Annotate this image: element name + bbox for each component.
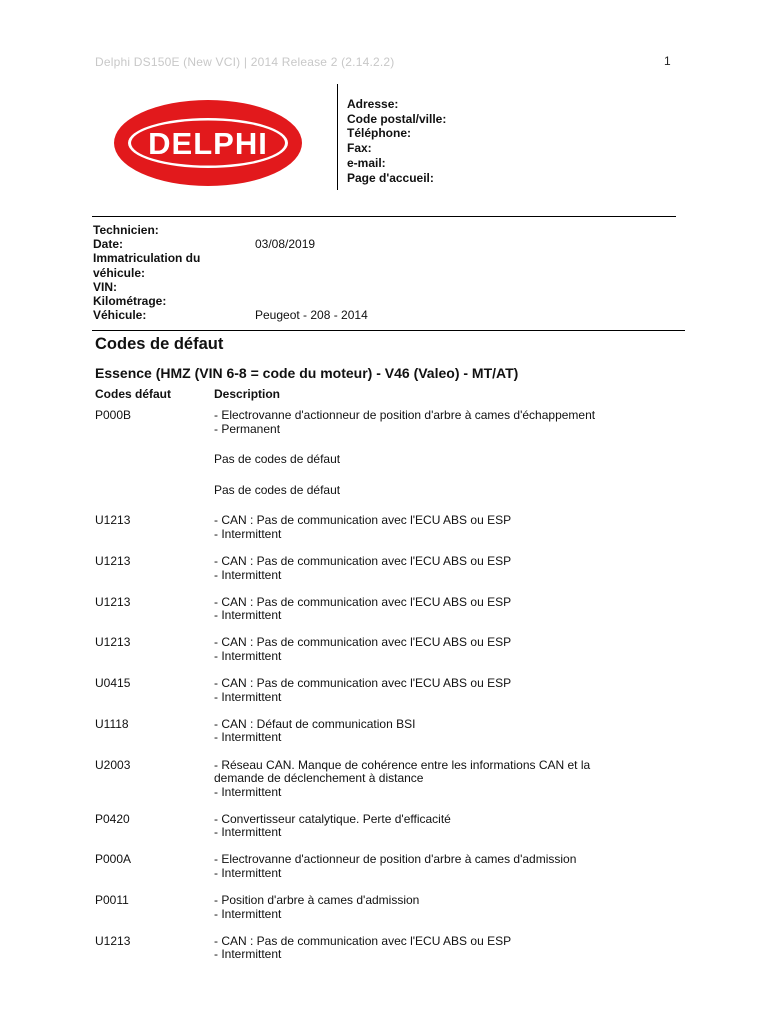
fault-description-line: - CAN : Défaut de communication BSI [214,716,416,731]
registration-label-cont: véhicule: [93,265,146,280]
column-header-code: Codes défaut [95,387,172,401]
fault-code-row [95,813,695,840]
page-number: 1 [664,54,671,68]
logo-text: DELPHI [148,126,268,161]
fault-code: U1213 [95,594,131,609]
fault-code: U1213 [95,513,131,528]
fault-description [214,935,644,962]
fault-description-line: - Intermittent [214,649,282,664]
address-label: Adresse: [347,97,399,111]
address-block [347,97,446,185]
fault-description-line: - Intermittent [214,784,282,799]
date-label: Date: [93,237,124,252]
postal-code-label: Code postal/ville: [347,111,447,126]
fault-code-row [95,894,695,921]
fault-code: U1118 [95,716,129,731]
fault-description-line: - CAN : Pas de communication avec l'ECU ABS ou ESP [214,933,512,948]
fault-description [214,677,644,704]
divider-top [92,216,676,217]
fault-code: U1213 [95,635,131,650]
fault-description-line: - Intermittent [214,689,282,704]
fault-code-row [95,453,695,467]
fault-code: P0011 [95,893,129,908]
fault-description-line: - CAN : Pas de communication avec l'ECU ABS ou ESP [214,513,512,528]
fault-description-line: - Electrovanne d'actionneur de position d'arbre à cames d'admission [214,852,577,867]
fault-description [214,894,644,921]
fault-description-line: - Intermittent [214,866,282,881]
document-header: Delphi DS150E (New VCI) | 2014 Release 2 (2.14.2.2) [95,55,395,69]
fault-code-row [95,935,695,962]
column-header-description: Description [214,387,281,401]
registration-label: Immatriculation du [93,251,201,266]
vehicle-value: Peugeot - 208 - 2014 [255,308,368,323]
engine-subtitle: Essence (HMZ (VIN 6-8 = code du moteur) - V46 (Valeo) - MT/AT) [95,365,519,381]
fault-description [214,453,644,467]
fault-code: U1213 [95,933,131,948]
fault-code-row [95,409,695,436]
homepage-label: Page d'accueil: [347,170,434,185]
fault-code-row [95,514,695,541]
fault-code-row [95,677,695,704]
fault-code: U1213 [95,554,131,569]
vehicle-info [93,223,493,322]
fault-description-line: - Intermittent [214,825,282,840]
fault-code-row [95,484,695,498]
fax-label: Fax: [347,141,372,156]
fault-code-list [95,409,695,962]
fault-description [214,555,644,582]
technician-label: Technicien: [93,223,159,237]
fault-description-line: - Convertisseur catalytique. Perte d'efficacité [214,811,451,826]
date-value: 03/08/2019 [255,237,316,252]
fault-description-line: demande de déclenchement à distance [214,771,424,786]
fault-code [95,453,214,467]
divider-bottom [92,330,685,331]
fault-description-line: Pas de codes de défaut [214,482,341,497]
fault-description [214,484,644,498]
fault-description [214,759,644,800]
section-title: Codes de défaut [95,335,224,353]
delphi-logo [112,98,304,188]
fault-description [214,718,644,745]
fault-code: U0415 [95,676,131,691]
vehicle-label: Véhicule: [93,308,147,323]
fault-code: P000B [95,408,132,422]
fault-description [214,636,644,663]
fault-description-line: - CAN : Pas de communication avec l'ECU ABS ou ESP [214,554,512,569]
fault-description-line: - Intermittent [214,526,282,541]
email-label: e-mail: [347,155,386,170]
fault-description-line: - Electrovanne d'actionneur de position d'arbre à cames d'échappement [214,408,596,422]
fault-description-line: - Position d'arbre à cames d'admission [214,893,420,908]
fault-description-line: - Intermittent [214,906,282,921]
fault-description-line: - CAN : Pas de communication avec l'ECU ABS ou ESP [214,676,512,691]
phone-label: Téléphone: [347,126,412,141]
fault-description-line: - Intermittent [214,567,282,582]
fault-description-line: - CAN : Pas de communication avec l'ECU ABS ou ESP [214,594,512,609]
fault-code [95,484,214,498]
fault-description [214,409,644,436]
fault-code-row [95,759,695,800]
fault-description-line: - Intermittent [214,608,282,623]
fault-code-row [95,853,695,880]
mileage-label: Kilométrage: [93,294,167,309]
fault-code-row [95,718,695,745]
fault-description [214,514,644,541]
fault-code-row [95,636,695,663]
fault-description [214,853,644,880]
fault-code-row [95,596,695,623]
fault-description-line: - Réseau CAN. Manque de cohérence entre les informations CAN et la [214,757,591,772]
vin-label: VIN: [93,279,117,294]
fault-description-line: - Intermittent [214,947,282,962]
fault-code-row [95,555,695,582]
fault-code: P000A [95,852,132,867]
fault-code: U2003 [95,757,131,772]
fault-description-line: - CAN : Pas de communication avec l'ECU ABS ou ESP [214,635,512,650]
fault-description-line: - Intermittent [214,730,282,745]
fault-description [214,596,644,623]
fault-description [214,813,644,840]
fault-code: P0420 [95,811,130,826]
vertical-divider [337,84,338,190]
fault-description-line: - Permanent [214,421,281,436]
fault-description-line: Pas de codes de défaut [214,452,341,467]
